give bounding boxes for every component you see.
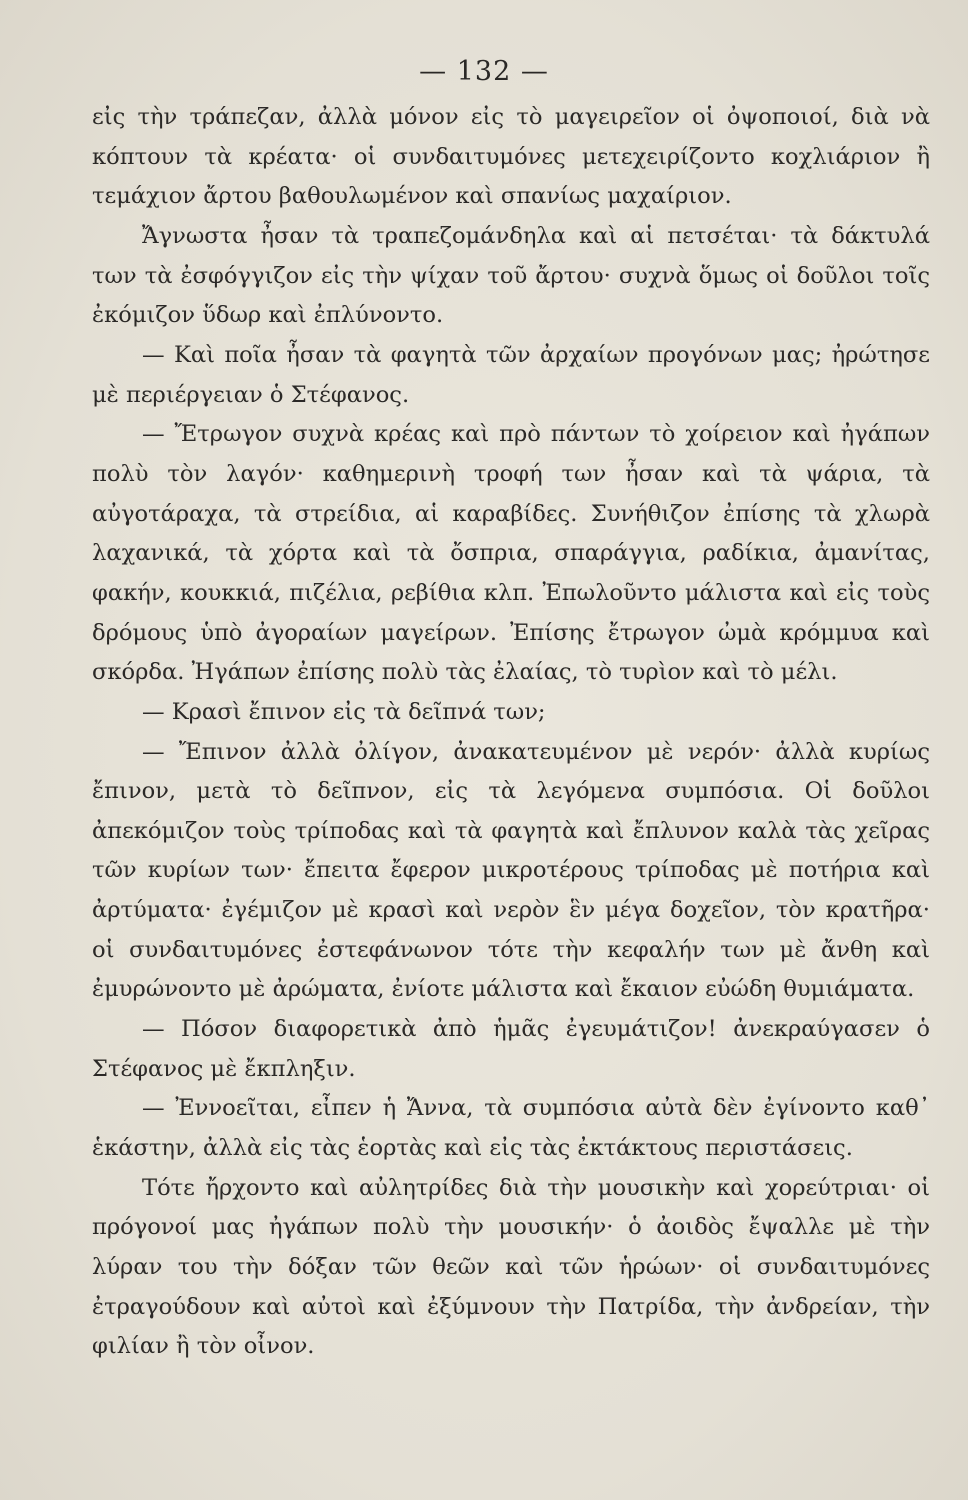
page-number: — 132 — (419, 56, 549, 87)
paragraph: — Κρασὶ ἔπινον εἰς τὰ δεῖπνά των; (142, 698, 546, 725)
paragraph: — Ἔπινον ἀλλὰ ὀλίγον, ἀνακατευμένον μὲ νερόν· ἀλλὰ κυρίως ἔπινον, μετὰ τὸ δεῖπνον, εἰς τὰ λεγόμενα συμπόσια. Οἱ δοῦλοι ἀπεκόμιζον τοὺς τρίποδας καὶ τὰ φαγητὰ καὶ ἔπλυνον καλὰ τὰς χεῖρας τῶν κυρίων των· ἔπειτα ἔφερον μικροτέρους τρίποδας μὲ ποτήρια καὶ ἀρτύματα· ἐγέμιζον μὲ κρασὶ καὶ νερὸν ἓν μέγα δοχεῖον, τὸν κρατῆρα· οἱ συνδαιτυμόνες ἐστεφάνωνον τότε τὴν κεφαλήν των μὲ ἄνθη καὶ ἐμυρώνοντο μὲ ἀρώματα, ἐνίοτε μάλιστα καὶ ἔκαιον εὐώδη θυμιάματα. (92, 738, 930, 1003)
paragraph: εἰς τὴν τράπεζαν, ἀλλὰ μόνον εἰς τὸ μαγειρεῖον οἱ ὀψοποιοί, διὰ νὰ κόπτουν τὰ κρέατα· οἱ συνδαιτυμόνες μετεχειρίζοντο κοχλιάριον ἢ τεμάχιον ἄρτου βαθουλωμένον καὶ σπανίως μαχαίριον. (92, 104, 930, 210)
paragraph: — Ἐννοεῖται, εἶπεν ἡ Ἄννα, τὰ συμπόσια αὐτὰ δὲν ἐγίνοντο καθ᾽ ἑκάστην, ἀλλὰ εἰς τὰς ἑορτὰς καὶ εἰς τὰς ἐκτάκτους περιστάσεις. (92, 1095, 930, 1162)
paragraph: Τότε ἤρχοντο καὶ αὐλητρίδες διὰ τὴν μουσικὴν καὶ χορεύτριαι· οἱ πρόγονοί μας ἠγάπων πολὺ τὴν μουσικήν· ὁ ἀοιδὸς ἔψαλλε μὲ τὴν λύραν του τὴν δόξαν τῶν θεῶν καὶ τῶν ἡρώων· οἱ συνδαιτυμόνες ἐτραγούδουν καὶ αὐτοὶ καὶ ἐξύμνουν τὴν Πατρίδα, τὴν ἀνδρείαν, τὴν φιλίαν ἢ τὸν οἶνον. (92, 1174, 930, 1360)
paragraph: — Καὶ ποῖα ἦσαν τὰ φαγητὰ τῶν ἀρχαίων προγόνων μας; ἠρώτησε μὲ περιέργειαν ὁ Στέφανος. (92, 341, 930, 408)
page-body (92, 98, 930, 1367)
paragraph: — Πόσον διαφορετικὰ ἀπὸ ἡμᾶς ἐγευμάτιζον! ἀνεκραύγασεν ὁ Στέφανος μὲ ἔκπληξιν. (92, 1016, 930, 1082)
paragraph: Ἄγνωστα ἦσαν τὰ τραπεζομάνδηλα καὶ αἱ πετσέται· τὰ δάκτυλά των τὰ ἐσφόγγιζον εἰς τὴν ψίχαν τοῦ ἄρτου· συχνὰ ὅμως οἱ δοῦλοι τοῖς ἐκόμιζον ὕδωρ καὶ ἐπλύνοντο. (92, 222, 930, 329)
paragraph: — Ἔτρωγον συχνὰ κρέας καὶ πρὸ πάντων τὸ χοίρειον καὶ ἠγάπων πολὺ τὸν λαγόν· καθημερινὴ τροφή των ἦσαν καὶ τὰ ψάρια, τὰ αὐγοτάραχα, τὰ στρείδια, αἱ καραβίδες. Συνήθιζον ἐπίσης τὰ χλωρὰ λαχανικά, τὰ χόρτα καὶ τὰ ὄσπρια, σπαράγγια, ραδίκια, ἀμανίτας, φακήν, κουκκιά, πιζέλια, ρεβίθια κλπ. Ἐπωλοῦντο μάλιστα καὶ εἰς τοὺς δρόμους ὑπὸ ἀγοραίων μαγείρων. Ἐπίσης ἔτρωγον ὠμὰ κρόμμυα καὶ σκόρδα. Ἠγάπων ἐπίσης πολὺ τὰς ἐλαίας, τὸ τυρὶον καὶ τὸ μέλι. (92, 421, 930, 686)
